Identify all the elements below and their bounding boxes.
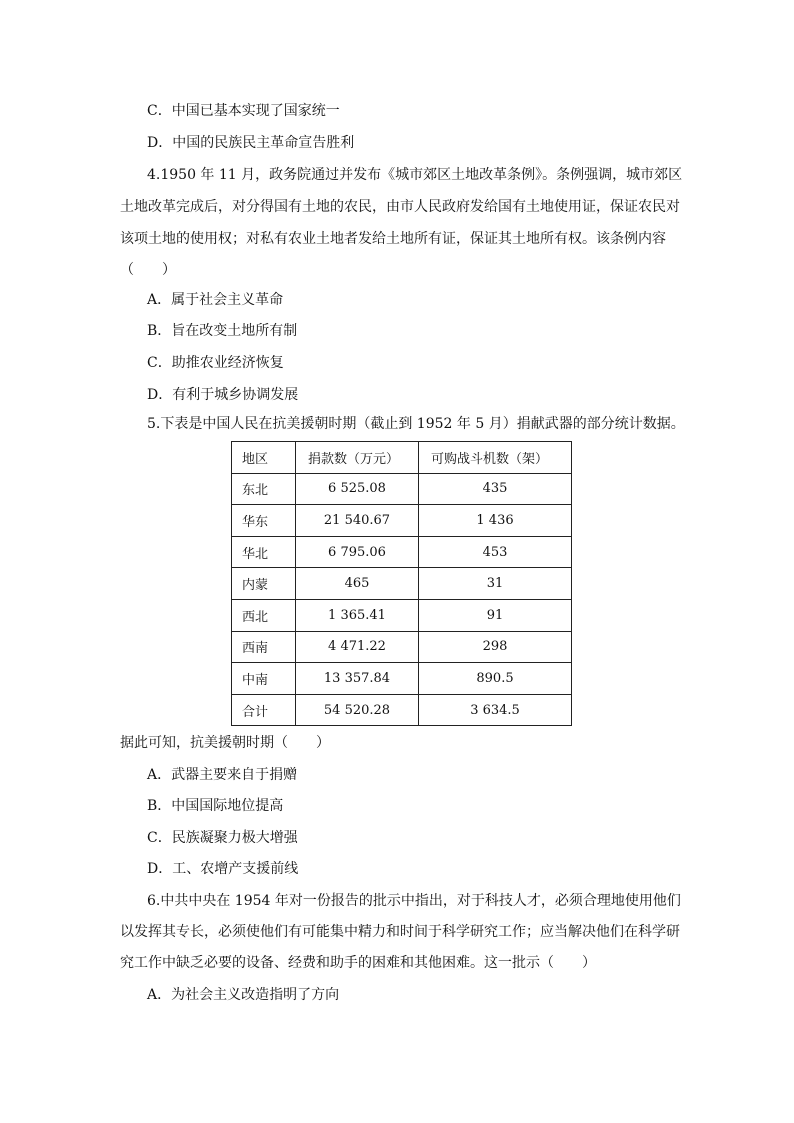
cell-fighters: 3 634.5 [419, 694, 572, 726]
cell-region: 中南 [232, 663, 296, 695]
q4-stem-line-3: 该项土地的使用权；对私有农业土地者发给土地所有证，保证其土地所有权。该条例内容 [120, 231, 666, 247]
cell-region: 东北 [232, 473, 296, 505]
table-row [232, 663, 572, 695]
header-region: 地区 [232, 442, 296, 474]
q4-option-c: C．助推农业经济恢复 [147, 355, 284, 371]
cell-fighters: 91 [419, 599, 572, 631]
cell-region: 西南 [232, 631, 296, 663]
cell-donation: 6 795.06 [296, 536, 419, 568]
q3-option-d: D．中国的民族民主革命宣告胜利 [147, 135, 355, 151]
cell-region: 华北 [232, 536, 296, 568]
q4-stem-line-2: 土地改革完成后，对分得国有土地的农民，由市人民政府发给国有土地使用证，保证农民对 [120, 199, 680, 215]
table-row [232, 631, 572, 663]
header-donation: 捐款数（万元） [296, 442, 419, 474]
q6-option-a: A．为社会主义改造指明了方向 [147, 987, 340, 1003]
q3-option-c: C．中国已基本实现了国家统一 [147, 103, 340, 119]
table-row [232, 568, 572, 600]
q5-stem: 5.下表是中国人民在抗美援朝时期（截止到 1952 年 5 月）捐献武器的部分统计数据。 [147, 416, 685, 432]
q5-option-c: C．民族凝聚力极大增强 [147, 830, 298, 846]
q6-stem-line-3: 究工作中缺乏必要的设备、经费和助手的困难和其他困难。这一批示（ ） [120, 955, 596, 971]
table-row [232, 536, 572, 568]
cell-fighters: 890.5 [419, 663, 572, 695]
cell-region: 华东 [232, 505, 296, 537]
cell-region: 内蒙 [232, 568, 296, 600]
header-fighters: 可购战斗机数（架） [419, 442, 572, 474]
cell-region: 合计 [232, 694, 296, 726]
q6-stem-line-2: 以发挥其专长，必须使他们有可能集中精力和时间于科学研究工作；应当解决他们在科学研 [120, 924, 680, 940]
q4-option-b: B．旨在改变土地所有制 [147, 323, 298, 339]
table-header-row [232, 442, 572, 474]
cell-region: 西北 [232, 599, 296, 631]
table-total-row [232, 694, 572, 726]
table-row [232, 505, 572, 537]
q5-option-d: D．工、农增产支援前线 [147, 861, 299, 877]
cell-donation: 465 [296, 568, 419, 600]
q4-stem-line-1: 4.1950 年 11 月，政务院通过并发布《城市郊区土地改革条例》。条例强调，城市郊区 [147, 167, 683, 183]
cell-fighters: 435 [419, 473, 572, 505]
q5-option-b: B．中国国际地位提高 [147, 798, 284, 814]
q4-option-d: D．有利于城乡协调发展 [147, 387, 299, 403]
donation-table [231, 441, 572, 726]
cell-fighters: 453 [419, 536, 572, 568]
cell-donation: 54 520.28 [296, 694, 419, 726]
cell-donation: 13 357.84 [296, 663, 419, 695]
cell-fighters: 1 436 [419, 505, 572, 537]
table-row [232, 599, 572, 631]
cell-donation: 6 525.08 [296, 473, 419, 505]
cell-donation: 1 365.41 [296, 599, 419, 631]
table-row [232, 473, 572, 505]
cell-donation: 4 471.22 [296, 631, 419, 663]
cell-donation: 21 540.67 [296, 505, 419, 537]
q5-option-a: A．武器主要来自于捐赠 [147, 767, 298, 783]
q4-answer-bracket: （ ） [120, 262, 176, 278]
q5-question: 据此可知，抗美援朝时期（ ） [120, 735, 330, 751]
cell-fighters: 31 [419, 568, 572, 600]
q4-option-a: A．属于社会主义革命 [147, 292, 284, 308]
q6-stem-line-1: 6.中共中央在 1954 年对一份报告的批示中指出，对于科技人才，必须合理地使用他们 [147, 893, 681, 909]
cell-fighters: 298 [419, 631, 572, 663]
